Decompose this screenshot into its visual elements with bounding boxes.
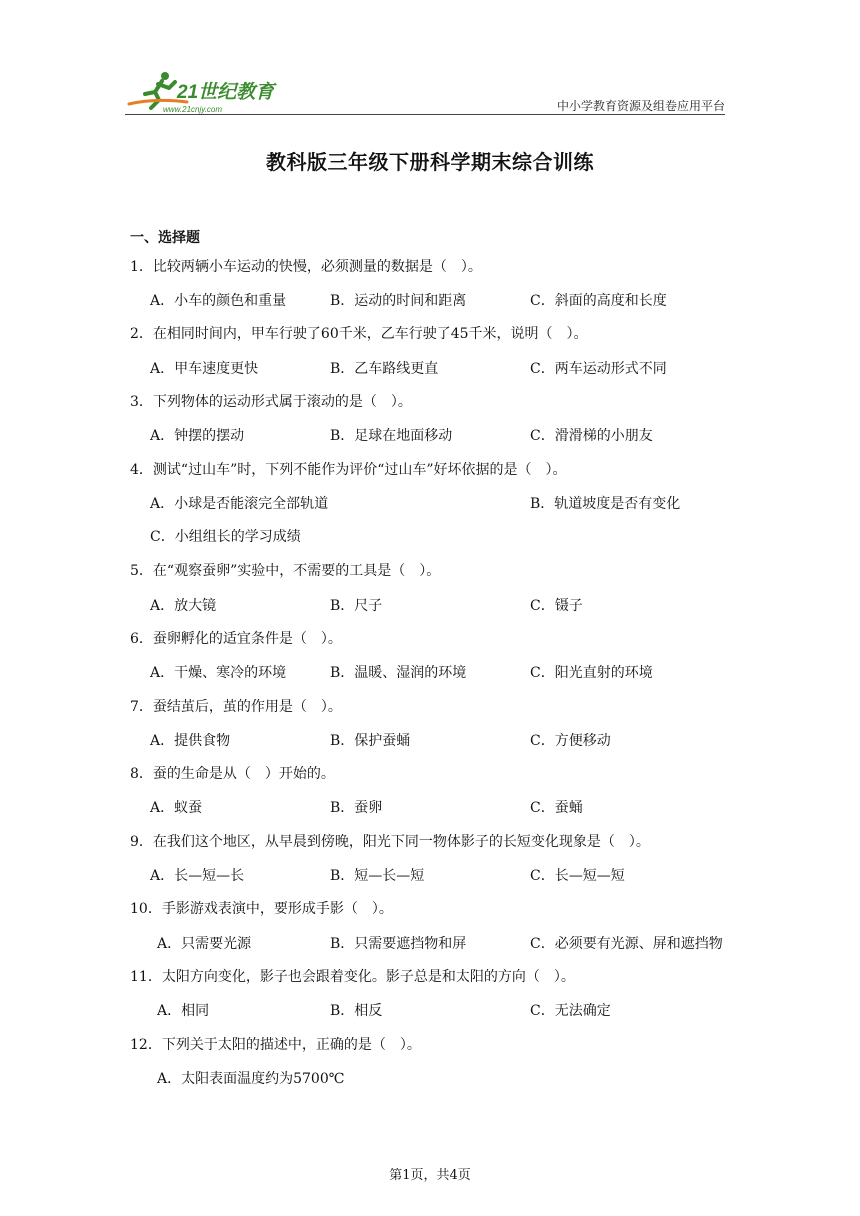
q9-option-b[interactable]: B．短—长—短	[330, 868, 425, 884]
question-3: 3．下列物体的运动形式属于滚动的是（ ）。	[130, 394, 412, 410]
q10-option-a[interactable]: A．只需要光源	[157, 936, 252, 952]
question-1: 1．比较两辆小车运动的快慢，必须测量的数据是（ ）。	[130, 259, 482, 275]
q11-option-c[interactable]: C．无法确定	[530, 1003, 611, 1019]
question-9: 9．在我们这个地区，从早晨到傍晚，阳光下同一物体影子的长短变化现象是（ ）。	[130, 834, 650, 850]
q7-option-b[interactable]: B．保护蚕蛹	[330, 733, 411, 749]
q4-option-a[interactable]: A．小球是否能滚完全部轨道	[150, 496, 329, 512]
q4-option-b[interactable]: B．轨道坡度是否有变化	[530, 496, 681, 512]
question-2: 2．在相同时间内，甲车行驶了60千米，乙车行驶了45千米，说明（ ）。	[130, 326, 588, 342]
q3-option-c[interactable]: C．滑滑梯的小朋友	[530, 428, 653, 444]
q5-option-a[interactable]: A．放大镜	[150, 598, 217, 614]
question-6: 6．蚕卵孵化的适宜条件是（ ）。	[130, 631, 342, 647]
q6-option-b[interactable]: B．温暖、湿润的环境	[330, 665, 467, 681]
page-title: 教科版三年级下册科学期末综合训练	[266, 150, 594, 174]
question-11: 11．太阳方向变化，影子也会跟着变化。影子总是和太阳的方向（ ）。	[130, 969, 575, 985]
q9-option-c[interactable]: C．长—短—短	[530, 868, 625, 884]
q11-option-b[interactable]: B．相反	[330, 1003, 383, 1019]
q1-option-a[interactable]: A．小车的颜色和重量	[150, 293, 287, 309]
q3-option-b[interactable]: B．足球在地面移动	[330, 428, 453, 444]
q10-option-b[interactable]: B．只需要遮挡物和屏	[330, 936, 467, 952]
question-7: 7．蚕结茧后，茧的作用是（ ）。	[130, 699, 342, 715]
q9-option-a[interactable]: A．长—短—长	[150, 868, 245, 884]
header-divider	[125, 114, 725, 115]
q7-option-a[interactable]: A．提供食物	[150, 733, 231, 749]
q2-option-c[interactable]: C．两车运动形式不同	[530, 361, 667, 377]
q8-option-c[interactable]: C．蚕蛹	[530, 800, 583, 816]
logo	[125, 68, 295, 114]
q2-option-b[interactable]: B．乙车路线更直	[330, 361, 439, 377]
q6-option-c[interactable]: C．阳光直射的环境	[530, 665, 653, 681]
q8-option-a[interactable]: A．蚁蚕	[150, 800, 203, 816]
q1-option-c[interactable]: C．斜面的高度和长度	[530, 293, 667, 309]
logo-text: 21世纪教育	[177, 82, 275, 103]
q1-option-b[interactable]: B．运动的时间和距离	[330, 293, 467, 309]
q2-option-a[interactable]: A．甲车速度更快	[150, 361, 259, 377]
question-8: 8．蚕的生命是从（ ）开始的。	[130, 766, 335, 782]
page-header	[125, 68, 725, 116]
question-12: 12．下列关于太阳的描述中，正确的是（ ）。	[130, 1037, 421, 1053]
q12-option-a[interactable]: A．太阳表面温度约为5700℃	[157, 1071, 345, 1087]
section-heading: 一、选择题	[130, 230, 200, 246]
page-number: 第1页，共4页	[389, 1168, 471, 1183]
q8-option-b[interactable]: B．蚕卵	[330, 800, 383, 816]
q5-option-b[interactable]: B．尺子	[330, 598, 383, 614]
platform-label: 中小学教育资源及组卷应用平台	[556, 99, 725, 113]
logo-url: www.21cnjy.com	[163, 105, 222, 114]
question-5: 5．在“观察蚕卵”实验中，不需要的工具是（ ）。	[130, 563, 441, 579]
q3-option-a[interactable]: A．钟摆的摆动	[150, 428, 245, 444]
question-4: 4．测试“过山车”时，下列不能作为评价“过山车”好坏依据的是（ ）。	[130, 462, 567, 478]
q7-option-c[interactable]: C．方便移动	[530, 733, 611, 749]
q11-option-a[interactable]: A．相同	[157, 1003, 210, 1019]
question-10: 10．手影游戏表演中，要形成手影（ ）。	[130, 901, 393, 917]
q4-option-c[interactable]: C．小组组长的学习成绩	[150, 529, 301, 545]
q10-option-c[interactable]: C．必须要有光源、屏和遮挡物	[530, 936, 723, 952]
q6-option-a[interactable]: A．干燥、寒冷的环境	[150, 665, 287, 681]
q5-option-c[interactable]: C．镊子	[530, 598, 583, 614]
